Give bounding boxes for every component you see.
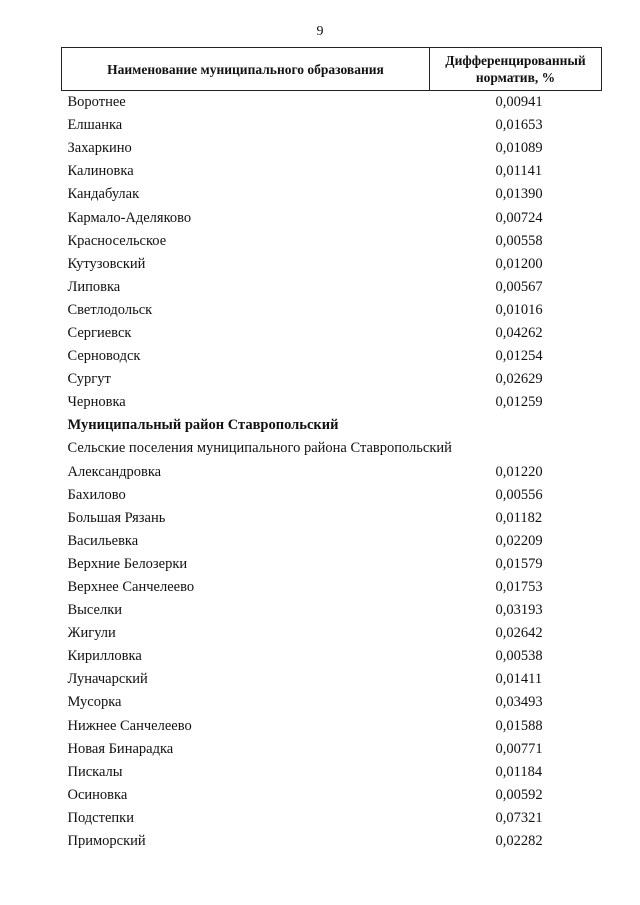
municipality-name: Васильевка: [67, 532, 139, 549]
municipality-name: Большая Рязань: [67, 509, 166, 526]
norm-value: 0,01254: [495, 348, 543, 365]
norm-value: 0,02642: [495, 625, 543, 642]
municipality-name: Подстепки: [67, 809, 134, 826]
municipality-name: Приморский: [67, 833, 146, 850]
table-row: [62, 276, 602, 299]
table-row: [62, 784, 602, 807]
table-row: [62, 253, 602, 276]
norm-value: 0,02629: [495, 371, 543, 388]
table-row: [62, 183, 602, 206]
municipality-name: Луначарский: [67, 671, 148, 688]
table-row: [62, 830, 602, 853]
table-row: [62, 715, 602, 738]
norm-value: 0,00941: [495, 94, 543, 111]
table-body: [62, 91, 602, 854]
norm-value: 0,01588: [495, 717, 543, 734]
table-row: [62, 345, 602, 368]
table-row: [62, 807, 602, 830]
norm-value: 0,02209: [495, 532, 543, 549]
municipality-name: Верхнее Санчелеево: [67, 579, 195, 596]
table-row: [62, 299, 602, 322]
table-row: [62, 484, 602, 507]
norm-value: 0,01016: [495, 301, 543, 318]
municipality-name: Кандабулак: [67, 186, 140, 203]
table-row: [62, 645, 602, 668]
table-row: [62, 553, 602, 576]
norm-value: 0,00556: [495, 486, 543, 503]
norm-value: 0,00592: [495, 786, 543, 803]
norm-value: 0,01141: [495, 163, 543, 180]
norm-value: 0,00538: [495, 648, 543, 665]
norm-value: 0,01200: [495, 255, 543, 272]
norm-value: 0,01259: [495, 394, 543, 411]
municipality-name: Выселки: [67, 602, 123, 619]
table-row: [62, 761, 602, 784]
table-row: [62, 322, 602, 345]
norm-value: 0,03493: [495, 694, 543, 711]
table-row: [62, 160, 602, 183]
norm-value: 0,01220: [495, 463, 543, 480]
table-header-row: [62, 48, 602, 91]
table-row: [62, 691, 602, 714]
table-row: [62, 114, 602, 137]
norm-value: 0,00558: [495, 232, 543, 249]
table-row: [62, 668, 602, 691]
norm-value: 0,00771: [495, 740, 543, 757]
norm-value: 0,01653: [495, 117, 543, 134]
municipality-name: Сургут: [67, 371, 111, 388]
table-row: [62, 530, 602, 553]
municipality-name: Верхние Белозерки: [67, 555, 188, 572]
table-row: [62, 368, 602, 391]
page-number: 9: [316, 24, 324, 39]
table-row: [62, 91, 602, 115]
norm-value: 0,03193: [495, 602, 543, 619]
norm-value: 0,02282: [495, 833, 543, 850]
municipality-name: Серноводск: [67, 348, 141, 365]
table-row: [62, 622, 602, 645]
municipality-name: Осиновка: [67, 786, 128, 803]
municipality-name: Липовка: [67, 278, 121, 295]
municipality-name: Красносельское: [67, 232, 167, 249]
table-row: [62, 206, 602, 229]
municipality-name: Бахилово: [67, 486, 126, 503]
norm-value: 0,01089: [495, 140, 543, 157]
header-municipality-name: Наименование муниципального образования: [62, 48, 430, 91]
norm-value: 0,01411: [495, 671, 543, 688]
norm-value: 0,07321: [495, 809, 543, 826]
table-row: [62, 230, 602, 253]
table-row: [62, 738, 602, 761]
municipality-name: Мусорка: [67, 694, 122, 711]
district-heading-row: [62, 414, 602, 437]
subgroup-heading: Сельские поселения муниципального района Ставропольский: [67, 440, 452, 457]
municipality-name: Пискалы: [67, 763, 123, 780]
municipality-name: Кутузовский: [67, 255, 146, 272]
header-differentiated-norm: Дифференцированный норматив, %: [430, 48, 602, 91]
municipality-name: Нижнее Санчелеево: [67, 717, 192, 734]
norms-table: [61, 47, 602, 853]
municipality-name: Черновка: [67, 394, 126, 411]
municipality-name: Калиновка: [67, 163, 134, 180]
municipality-name: Елшанка: [67, 117, 123, 134]
norm-value: 0,01753: [495, 579, 543, 596]
table-row: [62, 391, 602, 414]
table-row: [62, 137, 602, 160]
table-row: [62, 507, 602, 530]
municipality-name: Жигули: [67, 625, 116, 642]
municipality-name: Захаркино: [67, 140, 132, 157]
municipality-name: Светлодольск: [67, 301, 153, 318]
table-row: [62, 599, 602, 622]
norm-value: 0,01579: [495, 555, 543, 572]
district-heading: Муниципальный район Ставропольский: [67, 417, 339, 434]
table-row: [62, 576, 602, 599]
municipality-name: Новая Бинарадка: [67, 740, 174, 757]
norm-value: 0,00724: [495, 209, 543, 226]
table-row: [62, 461, 602, 484]
municipality-name: Сергиевск: [67, 324, 132, 341]
municipality-name: Кармало-Аделяково: [67, 209, 192, 226]
norm-value: 0,01184: [495, 763, 543, 780]
norm-value: 0,04262: [495, 324, 543, 341]
norm-value: 0,01390: [495, 186, 543, 203]
municipality-name: Александровка: [67, 463, 162, 480]
municipality-name: Кирилловка: [67, 648, 142, 665]
municipality-name: Воротнее: [67, 94, 126, 111]
norm-value: 0,01182: [495, 509, 543, 526]
subgroup-heading-row: [62, 437, 602, 460]
norm-value: 0,00567: [495, 278, 543, 295]
